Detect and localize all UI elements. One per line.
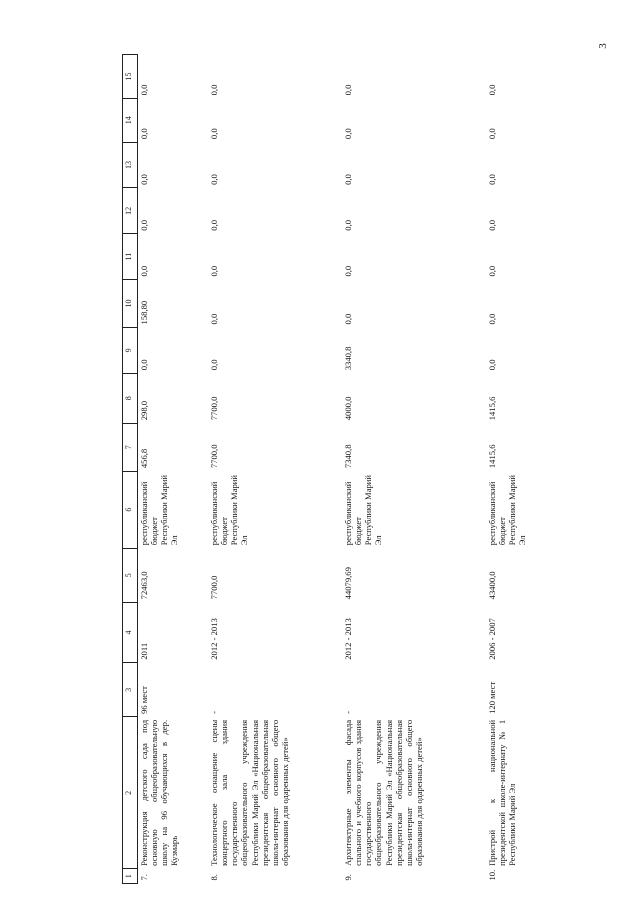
rotated-table-sheet [122,72,602,884]
col-header: 12 [123,188,138,234]
value-col-10: 158,80 [139,300,149,325]
row-number: 9. [343,874,353,881]
col-header: 13 [123,142,138,188]
value-col-14: 0,0 [343,128,353,140]
value-col-9: 0,0 [487,359,497,371]
object-name: Пристрой к национальной президентской школе-интернату № 1 Республики Марий Эл [487,719,518,866]
value-col-12: 0,0 [487,219,497,231]
value-col-7: 7700,0 [209,444,219,469]
col-header: 1 [123,869,138,884]
value-col-8: 298,0 [139,400,149,421]
value-col-8: 4000,0 [343,396,353,421]
col-header: 5 [123,548,138,602]
value-col-9: 0,0 [139,359,149,371]
value-col-15: 0,0 [209,84,219,96]
value-col-13: 0,0 [343,174,353,185]
value-col-10: 0,0 [487,313,497,325]
funding-source: республиканский бюджет Республики Марий Эл [209,474,250,546]
program-table [122,54,608,884]
estimated-cost: 7700,0 [209,575,219,600]
col-header: 11 [123,234,138,280]
value-col-12: 0,0 [343,219,353,231]
capacity: - [209,711,219,714]
object-name: Технологическое оснащение сцены концертного зала здания государственного общеобразовательного учреждения Республики Марий Эл «Национальная президентская общеобразовательная школа-интернат основного общего образования для одаренных детей» [209,719,290,866]
value-col-12: 0,0 [209,219,219,231]
value-col-11: 0,0 [343,265,353,277]
funding-source: республиканский бюджет Республики Марий Эл [139,474,180,546]
value-col-8: 7700,0 [209,396,219,421]
estimated-cost: 44079,69 [343,567,353,600]
value-col-13: 0,0 [209,174,219,185]
table-row [342,55,486,884]
page-number: 3 [596,43,609,49]
value-col-15: 0,0 [343,84,353,96]
period: 2012 - 2013 [209,618,219,660]
period: 2012 - 2013 [343,618,353,660]
value-col-11: 0,0 [139,265,149,277]
value-col-7: 7340,8 [343,444,353,469]
row-number: 10. [487,869,497,881]
value-col-11: 0,0 [209,265,219,277]
value-col-13: 0,0 [139,174,149,185]
table-row [486,55,608,884]
col-header: 10 [123,280,138,328]
value-col-14: 0,0 [139,128,149,140]
col-header: 14 [123,98,138,142]
col-header: 8 [123,373,138,423]
col-header: 15 [123,55,138,99]
value-col-8: 1415,6 [487,396,497,421]
col-header: 4 [123,602,138,662]
period: 2011 [139,642,149,660]
col-header: 6 [123,471,138,548]
object-name: Архитектурные элементы фасада спального и учебного корпусов здания государственного общеобразовательного учреждения Республики Марий Эл «Национальная президентская общеобразовательная школа-интернат основного общего образования для одаренных детей» [343,719,424,866]
capacity: - [343,711,353,714]
funding-source: республиканский бюджет Республики Марий Эл [487,474,528,546]
value-col-12: 0,0 [139,219,149,231]
object-name: Реконструкция детского сада под основную общеобразовательную школу на 96 обучающихся в дер. Кузмарь [139,719,180,866]
value-col-9: 3340,8 [343,346,353,371]
value-col-7: 1415,6 [487,444,497,469]
value-col-10: 0,0 [343,313,353,325]
value-col-13: 0,0 [487,174,497,185]
period: 2006 - 2007 [487,618,497,660]
value-col-14: 0,0 [209,128,219,140]
value-col-14: 0,0 [487,128,497,140]
value-col-15: 0,0 [487,84,497,96]
value-col-10: 0,0 [209,313,219,325]
col-header: 3 [123,663,138,717]
value-col-7: 456,8 [139,448,149,469]
table-header-row [123,55,138,884]
col-header: 7 [123,423,138,471]
col-header: 2 [123,717,138,869]
row-number: 7. [139,874,149,881]
capacity: 120 мест [487,681,497,714]
capacity: 96 мест [139,686,149,714]
value-col-15: 0,0 [139,84,149,96]
value-col-9: 0,0 [209,359,219,371]
col-header: 9 [123,327,138,373]
funding-source: республиканский бюджет Республики Марий Эл [343,474,384,546]
table-row [208,55,342,884]
estimated-cost: 43400,0 [487,571,497,600]
row-number: 8. [209,874,219,881]
value-col-11: 0,0 [487,265,497,277]
estimated-cost: 72463,0 [139,571,149,600]
table-row [138,55,209,884]
